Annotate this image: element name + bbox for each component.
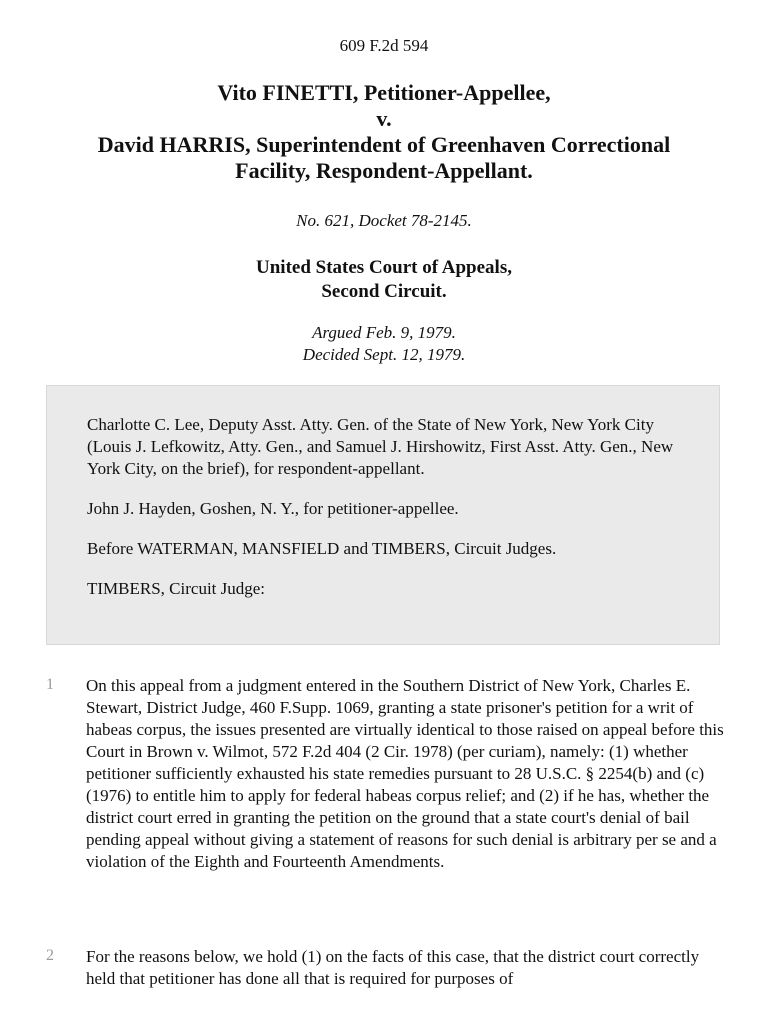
respondent-name-line1: David HARRIS, Superintendent of Greenhaven Correctional bbox=[97, 132, 671, 157]
versus-label: v. bbox=[376, 106, 392, 131]
argued-date: Argued Feb. 9, 1979. bbox=[312, 323, 456, 342]
decided-date: Decided Sept. 12, 1979. bbox=[302, 345, 466, 364]
counsel-box bbox=[46, 385, 720, 645]
respondent-name-line2: Facility, Respondent-Appellant. bbox=[235, 158, 533, 183]
case-dates bbox=[0, 322, 768, 366]
opinion-paragraph: On this appeal from a judgment entered in the Southern District of New York, Charles E. Stewart, District Judge, 460 F.Supp. 1069, granting a state prisoner's petition for a writ of habeas corpus, the issues presented are virtually identical to those raised on appeal before this Court in Brown v. Wilmot, 572 F.2d 404 (2 Cir. 1978) (per curiam), namely: (1) whether petitioner sufficiently exhausted his state remedies pursuant to 28 U.S.C. § 2254(b) and (c) (1976) to entitle him to apply for federal habeas corpus relief; and (2) if he has, whether the district court erred in granting the petition on the ground that a state court's denial of bail pending appeal without giving a statement of reasons for such denial is arbitrary per se and a violation of the Eighth and Fourteenth Amendments. bbox=[86, 676, 724, 871]
case-caption bbox=[40, 80, 728, 184]
petitioner-name: Vito FINETTI, Petitioner-Appellee, bbox=[217, 80, 551, 105]
case-citation: 609 F.2d 594 bbox=[339, 36, 429, 55]
judges-panel: Before WATERMAN, MANSFIELD and TIMBERS, Circuit Judges. bbox=[87, 539, 557, 558]
docket-number: No. 621, Docket 78-2145. bbox=[296, 211, 472, 230]
petitioner-counsel: John J. Hayden, Goshen, N. Y., for petitioner-appellee. bbox=[87, 499, 459, 518]
court-name-line2: Second Circuit. bbox=[321, 281, 447, 302]
respondent-counsel: Charlotte C. Lee, Deputy Asst. Atty. Gen. of the State of New York, New York City (Louis J. Lefkowitz, Atty. Gen., and Samuel J. Hirshowitz, First Asst. Atty. Gen., New York City, on the brief), for respondent-appellant. bbox=[87, 415, 674, 478]
court-name-line1: United States Court of Appeals, bbox=[256, 257, 512, 278]
opinion-author: TIMBERS, Circuit Judge: bbox=[87, 579, 266, 598]
opinion-paragraph: For the reasons below, we hold (1) on the facts of this case, that the district court correctly held that petitioner has done all that is required for purposes of bbox=[86, 947, 700, 988]
paragraph-number: 1 bbox=[46, 676, 54, 693]
court-name bbox=[0, 256, 768, 304]
paragraph-number: 2 bbox=[46, 947, 54, 964]
